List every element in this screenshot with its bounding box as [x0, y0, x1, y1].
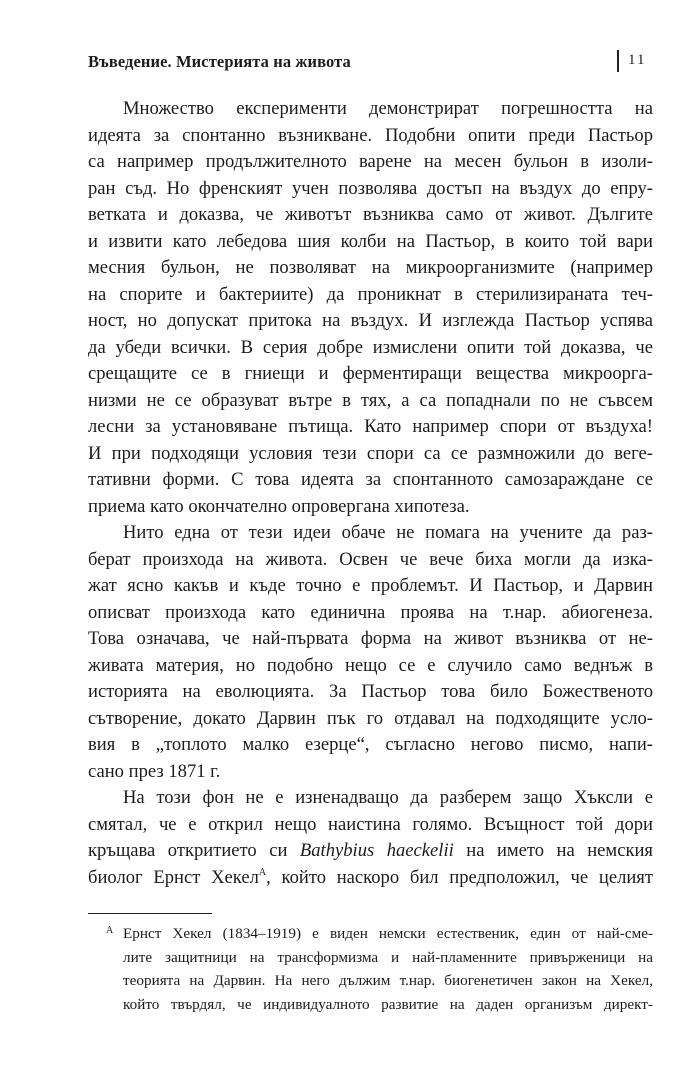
text-line-with-footnote-ref [88, 865, 653, 892]
text-line: тативни форми. С това идеята за спонтанното самозараждане се [88, 469, 653, 490]
body-text [88, 96, 653, 891]
text-segment: кръщава откритието си [88, 840, 288, 861]
text-line: живата материя, но подобно нещо се е случило само веднъж в [88, 654, 653, 676]
text-line: На този фон не е изненадващо да разберем защо Хъксли е [123, 787, 653, 808]
footnote-line: лите защитници на трансформизма и най-пламенните привърженици на [123, 948, 653, 966]
paragraph [88, 785, 653, 891]
running-title: Въведение. Мистерията на живота [88, 52, 351, 71]
running-header [88, 46, 655, 76]
text-line: ност, но допускат притока на въздух. И изглежда Пастьор успява [88, 310, 653, 331]
text-line: описват произхода като единична проява на т.нар. абиогенеза. [88, 601, 653, 623]
text-segment: , [266, 866, 271, 888]
text-line: Множество експерименти демонстрират погрешността на [123, 98, 653, 119]
footnote-text: Ернст Хекел (1834–1919) е виден немски естественик, един от най-сме- [123, 925, 653, 942]
text-line: сано през 1871 г. [88, 760, 221, 782]
text-line: И при подходящи условия тези спори са се размножили до веге- [88, 442, 653, 464]
page-number: 11 [628, 52, 647, 68]
text-line: да убеди всички. В серия добре измислени опити той доказва, че [88, 336, 653, 358]
text-line: месния бульон, не позволяват на микроорганизмите (например [88, 257, 653, 278]
text-segment: биолог Ернст Хекел [88, 866, 259, 888]
footnote-line [88, 922, 653, 946]
text-line: вия в „топлото малко езерце“, съгласно негово писмо, напи- [88, 734, 653, 755]
text-line-with-term [88, 838, 653, 865]
text-segment: на името на немския [466, 840, 653, 861]
text-line: низми не се образуват вътре в тях, а са попаднали по не съвсем [88, 389, 653, 411]
text-line: на спорите и бактериите) да проникнат в стерилизираната теч- [88, 283, 653, 305]
text-line: Нито една от тези идеи обаче не помага на учените да раз- [123, 522, 653, 543]
text-line: ветката и доказва, че животът възниква само от живот. Дългите [88, 204, 653, 225]
text-line: смятал, че е открил нещо наистина голямо. Всъщност той дори [88, 813, 653, 835]
paragraph [88, 520, 653, 785]
text-line: ран съд. Но френският учен позволява достъп на въздух до епру- [88, 177, 653, 199]
text-line: берат произхода на живота. Освен че вече биха могли да изка- [88, 548, 653, 570]
text-line: приема като окончателно опровергана хипотеза. [88, 495, 470, 517]
footnote-marker: A [106, 925, 114, 936]
text-line: идеята за спонтанно възникване. Подобни опити преди Пастьор [88, 124, 653, 146]
footnote [88, 922, 653, 1016]
paragraph [88, 96, 653, 520]
text-line: сътворение, докато Дарвин пък го отдавал на подходящите усло- [88, 707, 653, 729]
footnote-reference[interactable]: A [258, 866, 267, 878]
text-line: жат ясно какъв и къде точно е проблемът. И Пастьор, и Дарвин [88, 575, 653, 596]
text-segment: който наскоро бил предположил, че целият [281, 866, 653, 888]
species-name: Bathybius haeckelii [299, 840, 454, 861]
footnote-separator [88, 913, 212, 914]
text-line: срещащите се в гниещи и ферментиращи вещества микроорга- [88, 363, 653, 384]
page-number-divider [617, 50, 619, 72]
text-line: лесни за установяване пътища. Като например спори от въздуха! [88, 416, 653, 437]
text-line: Това означава, че най-първата форма на живот възниква от не- [88, 628, 653, 649]
footnote-line: който твърдял, че индивидуалното развитие на даден организъм директ- [123, 995, 653, 1013]
text-line: са например продължителното варене на месен бульон в изоли- [88, 151, 653, 172]
text-line: и извити като лебедова шия колби на Пастьор, в които той вари [88, 230, 653, 252]
text-line: историята на еволюцията. За Пастьор това било Божественото [88, 681, 653, 702]
footnote-line: теорията на Дарвин. На него дължим т.нар. биогенетичен закон на Хекел, [123, 972, 653, 989]
